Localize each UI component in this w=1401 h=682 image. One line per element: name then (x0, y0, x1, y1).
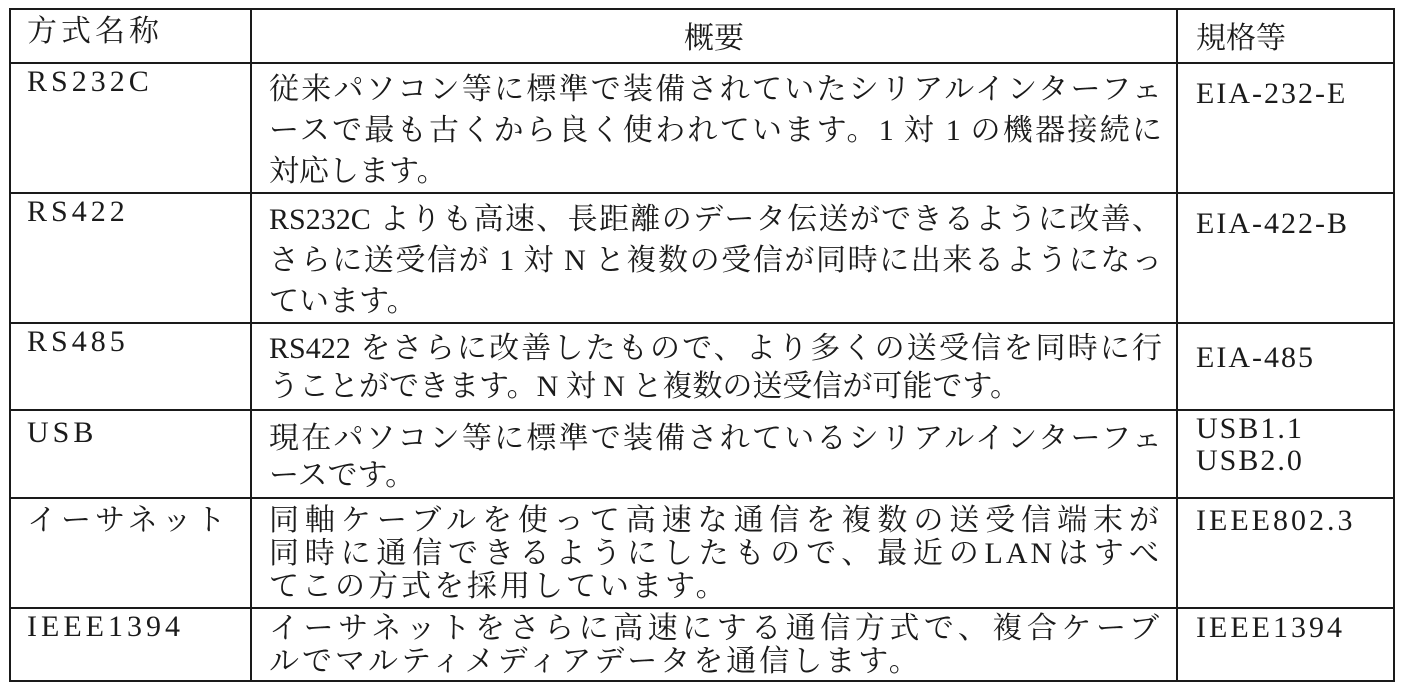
header-cell-summary (251, 9, 1177, 63)
standard-cell (1177, 410, 1394, 498)
summary-cell (251, 323, 1177, 410)
summary-text (252, 194, 1176, 322)
method-cell (10, 63, 251, 193)
summary-cell (251, 608, 1177, 681)
table-row (10, 63, 1394, 193)
summary-line: さらに送受信が 1 対 N と複数の受信が同時に出来るようになっ (269, 244, 1162, 277)
summary-line: RS232C よりも高速、長距離のデータ伝送ができるように改善、 (269, 203, 1162, 236)
summary-cell (251, 63, 1177, 193)
summary-line: ルでマルティメディアデータを通信します。 (269, 645, 922, 678)
table-row (10, 323, 1394, 410)
summary-line: イーサネットをさらに高速にする通信方式で、複合ケーブ (269, 612, 1162, 645)
standard-list (1178, 411, 1393, 477)
header-row (10, 9, 1394, 63)
method-name: USB (27, 416, 98, 448)
header-cell-method (10, 9, 251, 63)
method-name: イーサネット (27, 504, 230, 536)
standard-value: USB2.0 (1196, 444, 1304, 477)
summary-line: 同時に通信できるようにしたもので、最近のLANはすべ (269, 537, 1162, 570)
summary-cell (251, 498, 1177, 608)
summary-text (252, 609, 1176, 678)
summary-line: ースです。 (269, 459, 416, 492)
header-cell-standard (1177, 9, 1394, 63)
method-cell (10, 323, 251, 410)
header-method-name: 方式名称 (27, 15, 163, 47)
header-standard: 規格等 (1196, 22, 1286, 54)
method-cell (10, 498, 251, 608)
header-summary: 概要 (684, 22, 744, 54)
standard-cell (1177, 323, 1394, 410)
summary-line: ースで最も古くから良く使われています。1 対 1 の機器接続に (269, 114, 1162, 147)
serial-interface-table (9, 8, 1395, 682)
standard-list (1178, 609, 1393, 646)
method-cell (10, 410, 251, 498)
summary-text (252, 64, 1176, 192)
summary-text (252, 499, 1176, 603)
summary-line: うことができます。N 対 N と複数の送受信が可能です。 (269, 370, 1021, 403)
standard-cell (1177, 498, 1394, 608)
standard-list (1178, 194, 1393, 242)
standard-list (1178, 499, 1393, 539)
method-name: RS232C (27, 65, 153, 97)
standard-cell (1177, 63, 1394, 193)
summary-line: 従来パソコン等に標準で装備されていたシリアルインターフェ (269, 73, 1162, 106)
summary-line: 現在パソコン等に標準で装備されているシリアルインターフェ (269, 422, 1162, 455)
method-name: RS485 (27, 325, 129, 357)
standard-value: EIA-232-E (1196, 77, 1348, 110)
standard-list (1178, 324, 1393, 376)
standard-value: EIA-422-B (1196, 207, 1349, 240)
standard-list (1178, 64, 1393, 112)
standard-value: IEEE802.3 (1196, 504, 1356, 537)
standard-value: USB1.1 (1196, 412, 1304, 445)
summary-line: RS422 をさらに改善したもので、より多くの送受信を同時に行 (269, 332, 1162, 365)
table-row (10, 498, 1394, 608)
summary-text (252, 411, 1176, 494)
summary-line: ています。 (269, 285, 417, 318)
method-name: RS422 (27, 195, 129, 227)
summary-cell (251, 193, 1177, 323)
summary-line: 対応します。 (269, 155, 447, 188)
summary-text (252, 324, 1176, 406)
standard-value: IEEE1394 (1196, 611, 1345, 644)
method-name: IEEE1394 (27, 610, 184, 642)
summary-line: 同軸ケーブルを使って高速な通信を複数の送受信端末が (269, 504, 1162, 537)
summary-cell (251, 410, 1177, 498)
standard-cell (1177, 608, 1394, 681)
table-row (10, 410, 1394, 498)
table-row (10, 608, 1394, 681)
standard-cell (1177, 193, 1394, 323)
table-row (10, 193, 1394, 323)
standard-value: EIA-485 (1196, 341, 1315, 374)
summary-line: てこの方式を採用しています。 (269, 570, 729, 603)
method-cell (10, 608, 251, 681)
method-cell (10, 193, 251, 323)
